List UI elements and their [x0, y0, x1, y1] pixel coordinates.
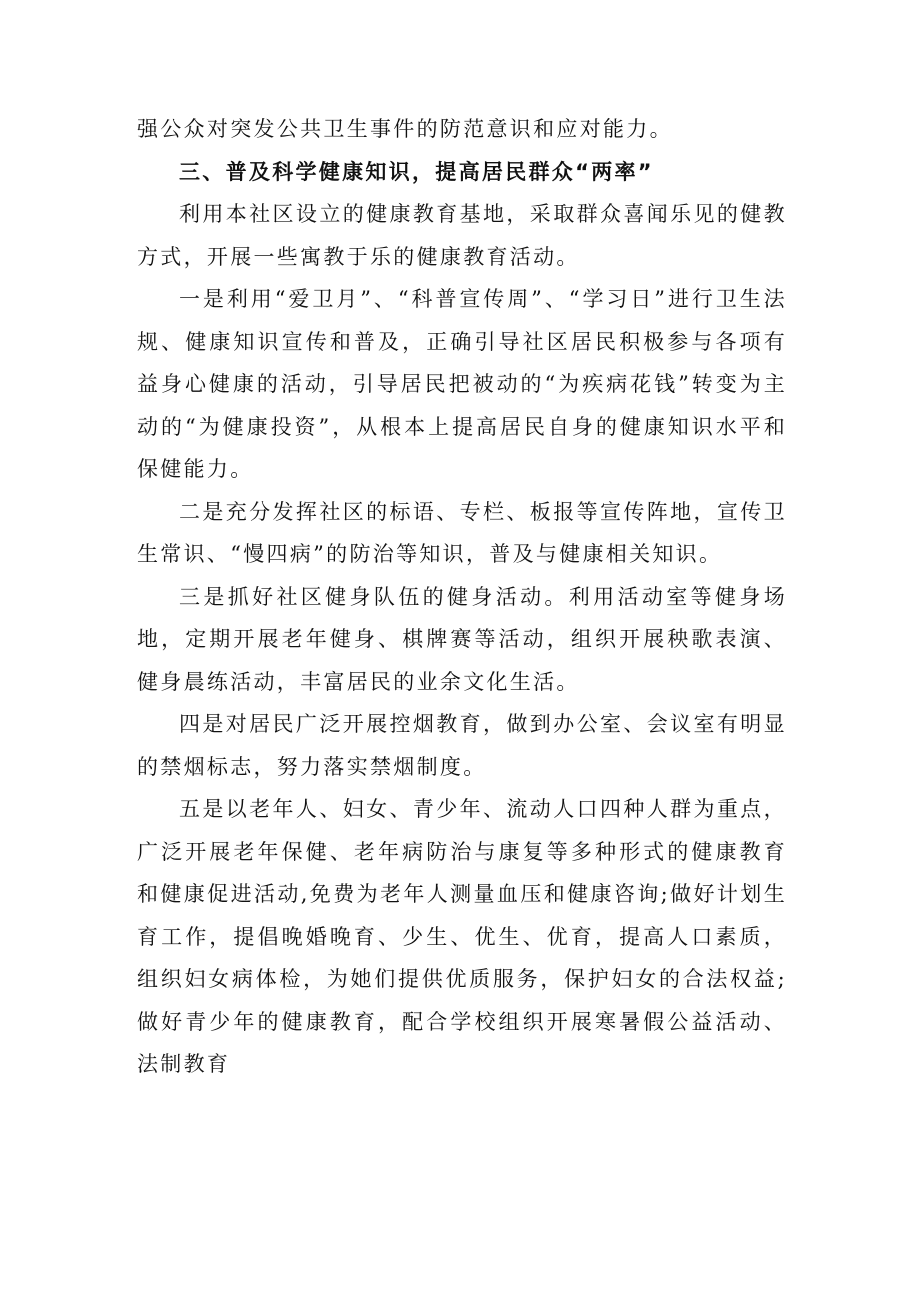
paragraph-item-2: 二是充分发挥社区的标语、专栏、板报等宣传阵地，宣传卫生常识、“慢四病”的防治等知识，普及与健康相关知识。: [137, 499, 787, 566]
section-heading: 三、普及科学健康知识，提高居民群众“两率”: [179, 159, 654, 184]
paragraph-intro: 利用本社区设立的健康教育基地，采取群众喜闻乐见的健教方式，开展一些寓教于乐的健康教育活动。: [137, 202, 787, 269]
paragraph-item-5: 五是以老年人、妇女、青少年、流动人口四种人群为重点，广泛开展老年保健、老年病防治与康复等多种形式的健康教育和健康促进活动,免费为老年人测量血压和健康咨询;做好计划生育工作，提倡晚婚晚育、少生、优生、优育，提高人口素质，组织妇女病体检，为她们提供优质服务，保护妇女的合法权益;做好青少年的健康教育，配合学校组织开展寒暑假公益活动、法制教育: [137, 797, 787, 1076]
paragraph-item-4: 四是对居民广泛开展控烟教育，做到办公室、会议室有明显的禁烟标志，努力落实禁烟制度。: [137, 712, 787, 779]
paragraph-item-1: 一是利用“爱卫月”、“科普宣传周”、“学习日”进行卫生法规、健康知识宣传和普及，正确引导社区居民积极参与各项有益身心健康的活动，引导居民把被动的“为疾病花钱”转变为主动的“为健康投资”，从根本上提高居民自身的健康知识水平和保健能力。: [137, 287, 787, 481]
document-body: [137, 108, 787, 1086]
continuation-paragraph: 强公众对突发公共卫生事件的防范意识和应对能力。: [137, 117, 673, 141]
paragraph-item-3: 三是抓好社区健身队伍的健身活动。利用活动室等健身场地，定期开展老年健身、棋牌赛等活动，组织开展秧歌表演、健身晨练活动，丰富居民的业余文化生活。: [137, 584, 787, 694]
